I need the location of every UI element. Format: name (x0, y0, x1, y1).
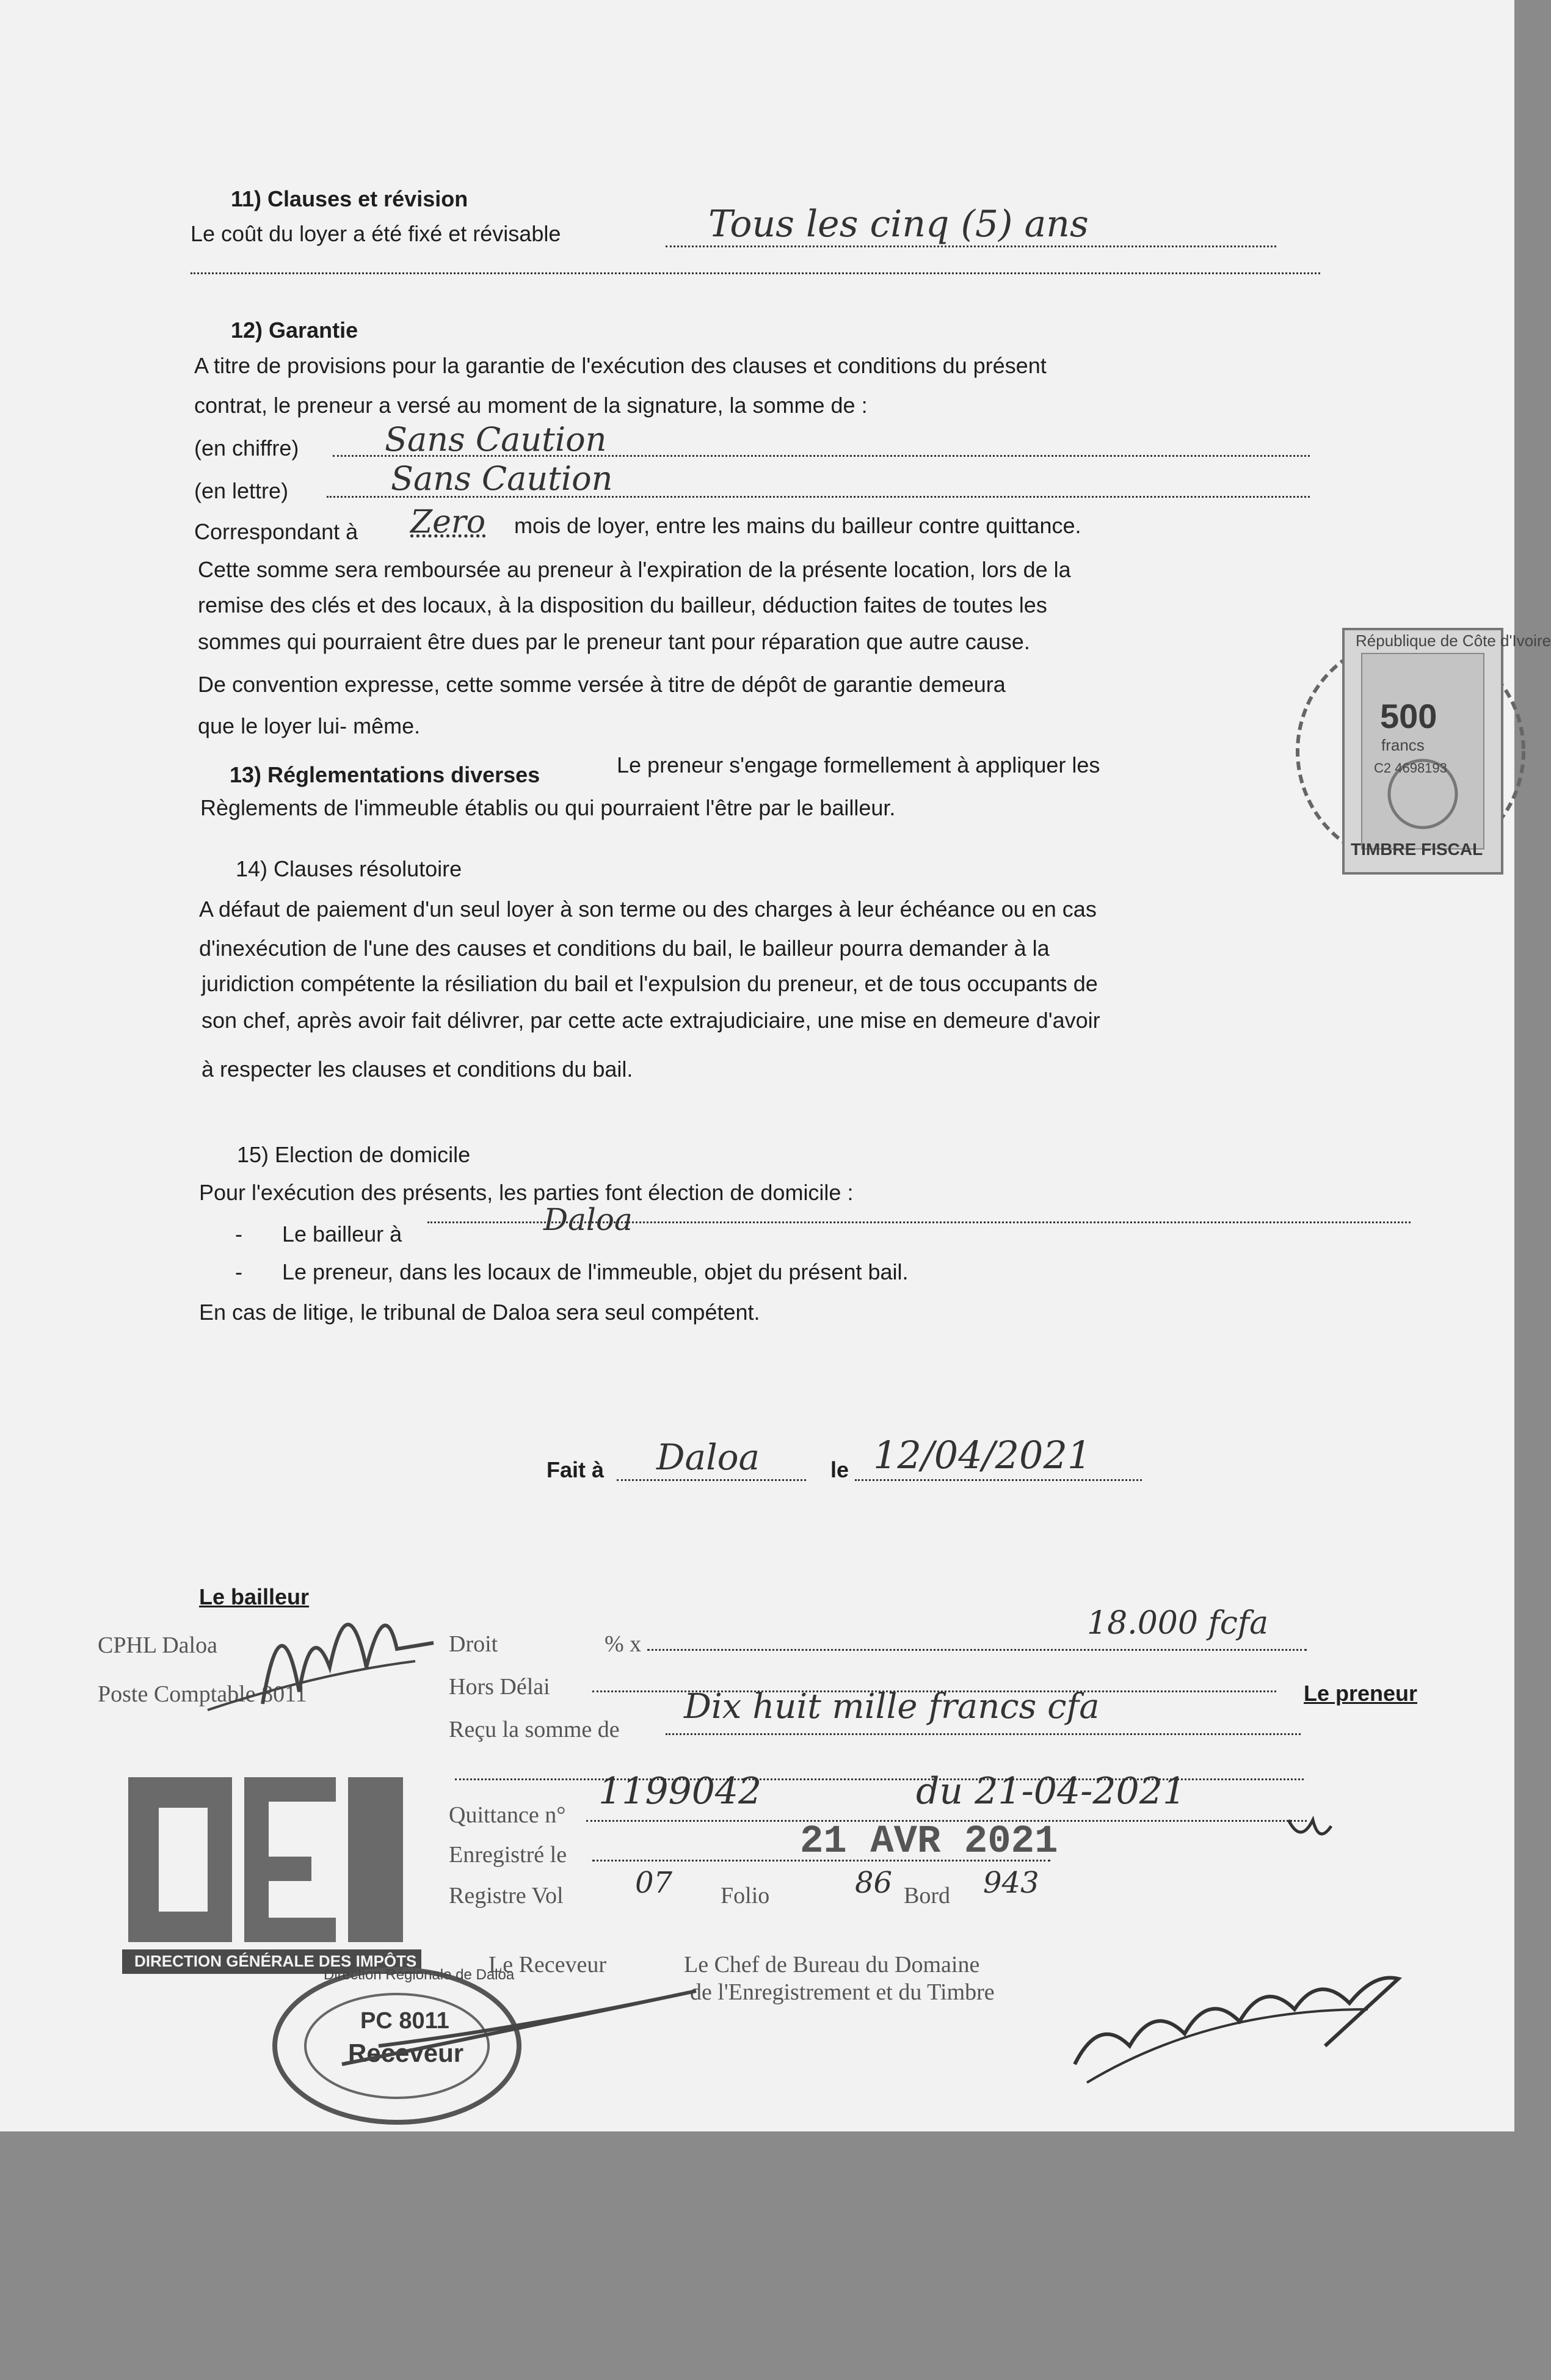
registry-folio-label: Folio (721, 1883, 770, 1909)
registry-droit-label: Droit (449, 1631, 498, 1657)
registry-date-stamp: 21 AVR 2021 (800, 1820, 1058, 1864)
fait-a-place: Daloa (656, 1436, 760, 1478)
signatures (965, 1808, 1514, 2113)
s15-b1-fill: Daloa (543, 1202, 633, 1237)
section-12-title: 12) Garantie (231, 318, 358, 343)
registry-droit-fill: 18.000 fcfa (1087, 1605, 1269, 1642)
s14-p2: d'inexécution de l'une des causes et conditions du bail, le bailleur pourra demander à la (199, 936, 1050, 961)
sign-date: 12/04/2021 (873, 1433, 1092, 1477)
timbre-serial: C2 4698193 (1374, 760, 1447, 776)
s15-b1-dash: - (235, 1221, 242, 1246)
s12-chiffre-fill: Sans Caution (385, 420, 607, 459)
timbre-ring-text: République de Côte d'Ivoire (1356, 631, 1551, 650)
s11-handwritten-fill: Tous les cinq (5) ans (708, 203, 1089, 246)
s12-p6: De convention expresse, cette somme versée à titre de dépôt de garantie demeura (198, 672, 1006, 697)
fait-a-line (617, 1479, 806, 1481)
s15-b2: Le preneur, dans les locaux de l'immeuble, objet du présent bail. (282, 1259, 909, 1284)
registry-hors-delai: Hors Délai (449, 1674, 550, 1700)
registry-folio: 86 (855, 1866, 893, 1900)
section-15-title: 15) Election de domicile (237, 1142, 471, 1167)
registry-quittance-num: 1199042 (598, 1770, 762, 1813)
registry-droit-line (647, 1649, 1307, 1651)
fait-a-label: Fait à (547, 1457, 605, 1482)
s15-b1: Le bailleur à (282, 1221, 402, 1246)
s12-p1: A titre de provisions pour la garantie de l'exécution des clauses et conditions du présent (194, 353, 1047, 378)
preneur-label: Le preneur (1304, 1681, 1418, 1706)
timbre-label: TIMBRE FISCAL (1351, 840, 1483, 859)
registry-chef-1: Le Chef de Bureau du Domaine (684, 1952, 980, 1978)
stamp-pc: PC 8011 (360, 2008, 449, 2034)
s14-p1: A défaut de paiement d'un seul loyer à son terme ou des charges à leur échéance ou en cas (199, 897, 1097, 922)
registry-bord-label: Bord (904, 1883, 950, 1909)
receveur-signature (330, 1973, 721, 2083)
section-13-title: 13) Réglementations diverses (230, 762, 540, 787)
registry-quittance-label: Quittance n° (449, 1802, 566, 1828)
s11-text: Le coût du loyer a été fixé et révisable (191, 221, 561, 246)
date-line (855, 1479, 1142, 1481)
s12-corr-fill: Zero (410, 504, 486, 540)
registry-chef-2: de l'Enregistrement et du Timbre (690, 1979, 995, 2005)
stamp-ring-text: Direction Régionale de Daloa (324, 1967, 515, 1983)
section-14-title: 14) Clauses résolutoire (236, 856, 462, 881)
registry-recu-fill: Dix huit mille francs cfa (684, 1687, 1100, 1727)
le-label: le (830, 1457, 849, 1482)
s15-p1: Pour l'exécution des présents, les parties font élection de domicile : (199, 1180, 854, 1205)
s12-p3: Cette somme sera remboursée au preneur à l'expiration de la présente location, lors de la (198, 557, 1071, 582)
s12-p7: que le loyer lui- même. (198, 713, 421, 738)
timbre-fiscal (1282, 617, 1551, 892)
registry-droit-pct: % x (605, 1631, 642, 1657)
s11-blank-line (191, 272, 1320, 274)
s12-lettre-label: (en lettre) (194, 478, 289, 503)
registry-receveur: Le Receveur (489, 1952, 607, 1978)
s12-corr-post: mois de loyer, entre les mains du bailleur contre quittance. (514, 513, 1081, 538)
registry-recu-line (666, 1733, 1301, 1735)
s12-p2: contrat, le preneur a versé au moment de la signature, la somme de : (194, 393, 868, 418)
s13-p2: Règlements de l'immeuble établis ou qui pourraient l'être par le bailleur. (200, 795, 896, 820)
dgi-logo-text (122, 1771, 123, 1772)
timbre-value: 500 (1380, 697, 1437, 735)
registry-recu-label: Reçu la somme de (449, 1717, 620, 1742)
s12-corr-pre: Correspondant à (194, 519, 358, 544)
registry-poste: Poste Comptable 8011 (98, 1681, 307, 1707)
s12-chiffre-label: (en chiffre) (194, 435, 299, 460)
s14-p4: son chef, après avoir fait délivrer, par cette acte extrajudiciaire, une mise en demeure d'avoir (202, 1008, 1100, 1033)
preneur-signature-mark (1288, 1820, 1331, 1834)
s15-b2-dash: - (235, 1259, 242, 1284)
s12-p4: remise des clés et des locaux, à la disposition du bailleur, déduction faites de toutes les (198, 592, 1047, 617)
s13-p1: Le preneur s'engage formellement à appliquer les (617, 752, 1100, 777)
section-11-title: 11) Clauses et révision (231, 186, 468, 211)
registry-vol: 07 (635, 1866, 673, 1900)
dgi-band-text: DIRECTION GÉNÉRALE DES IMPÔTS (134, 1952, 417, 1970)
s15-p2: En cas de litige, le tribunal de Daloa sera seul compétent. (199, 1300, 760, 1325)
registry-enregistre-label: Enregistré le (449, 1842, 567, 1868)
s14-p5: à respecter les clauses et conditions du bail. (202, 1057, 633, 1082)
bailleur-label: Le bailleur (199, 1584, 310, 1609)
s12-p5: sommes qui pourraient être dues par le preneur tant pour réparation que autre cause. (198, 629, 1030, 654)
stamp-receveur: Receveur (348, 2039, 464, 2067)
s14-p3: juridiction compétente la résiliation du bail et l'expulsion du preneur, et de tous occupants de (202, 971, 1098, 996)
registry-registre-label: Registre Vol (449, 1883, 564, 1909)
preneur-signature (1075, 1978, 1398, 2064)
registry-bord: 943 (983, 1866, 1039, 1900)
s11-fill-line (666, 246, 1276, 247)
bailleur-signature (183, 1594, 489, 1734)
registry-cphl: CPHL Daloa (98, 1632, 217, 1658)
registry-quittance-du: du 21-04-2021 (916, 1770, 1186, 1813)
s12-lettre-fill: Sans Caution (391, 459, 613, 498)
timbre-currency: francs (1381, 736, 1425, 754)
